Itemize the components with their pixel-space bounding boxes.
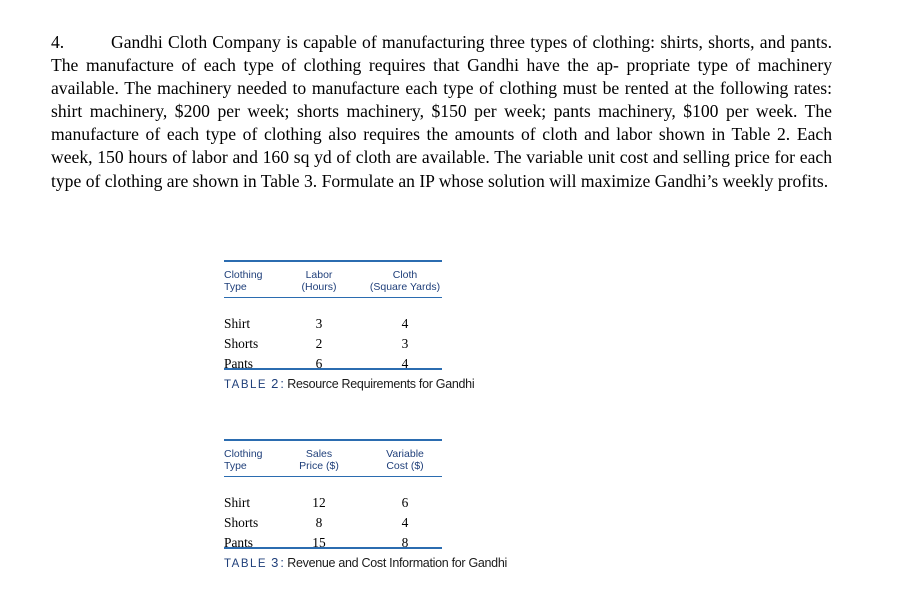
cell-cloth: 4 xyxy=(401,356,409,371)
cell-type: Shirt xyxy=(224,316,251,331)
caption-text: Revenue and Cost Information for Gandhi xyxy=(287,556,507,570)
header-rule xyxy=(224,476,442,477)
caption-text: Resource Requirements for Gandhi xyxy=(287,377,475,391)
caption-label: TABLE xyxy=(224,558,268,570)
cell-cost: 8 xyxy=(401,535,409,550)
cell-labor: 2 xyxy=(315,336,323,351)
problem-statement xyxy=(51,31,832,193)
cell-price: 15 xyxy=(312,535,326,550)
cell-type: Pants xyxy=(224,535,254,550)
cell-type: Shirt xyxy=(224,495,251,510)
column-header-sales-price: Sales Price ($) xyxy=(299,448,339,472)
column-header-clothing-type: Clothing Type xyxy=(224,269,263,293)
table-row xyxy=(224,314,442,334)
cell-type: Pants xyxy=(224,356,254,371)
problem-number: 4. xyxy=(51,32,65,52)
cell-price: 8 xyxy=(315,515,323,530)
table-caption: TABLE 3 : Revenue and Cost Information for Gandhi xyxy=(224,555,507,570)
table-row xyxy=(224,334,442,354)
table-body xyxy=(224,298,442,370)
table-resource-requirements xyxy=(224,260,475,391)
table-row xyxy=(224,493,442,513)
cell-cost: 6 xyxy=(401,495,409,510)
caption-label: TABLE xyxy=(224,379,268,391)
column-header-clothing-type: Clothing Type xyxy=(224,448,263,472)
table-header xyxy=(224,439,442,477)
cell-price: 12 xyxy=(312,495,326,510)
cell-type: Shorts xyxy=(224,336,259,351)
column-header-variable-cost: Variable Cost ($) xyxy=(386,448,424,472)
cell-labor: 3 xyxy=(315,316,323,331)
cell-type: Shorts xyxy=(224,515,259,530)
table-revenue-cost xyxy=(224,439,507,570)
cell-cloth: 3 xyxy=(401,336,409,351)
table-row xyxy=(224,533,442,553)
cell-cost: 4 xyxy=(401,515,409,530)
table-row xyxy=(224,513,442,533)
column-header-cloth: Cloth (Square Yards) xyxy=(369,269,441,293)
table-caption: TABLE 2 : Resource Requirements for Gandhi xyxy=(224,376,475,391)
table-header xyxy=(224,260,442,298)
column-header-labor: Labor (Hours) xyxy=(301,269,337,293)
header-rule xyxy=(224,297,442,298)
problem-text: Gandhi Cloth Company is capable of manufacturing three types of clothing: shirts, shorts, and pants. The manufacture of each type of clothing requires that Gandhi have the ap- propriate type of machinery available. The machinery needed to manufacture each type of clothing must be rented at the following rates: shirt machinery, $200 per week; shorts machinery, $150 per week; pants machinery, $100 per week. The manufacture of each type of clothing also requires the amounts of cloth and labor shown in Table 2. Each week, 150 hours of labor and 160 sq yd of cloth are available. The variable unit cost and selling price for each type of clothing are shown in Table 3. Formulate an IP whose solution will maximize Gandhi’s weekly profits. xyxy=(51,32,832,191)
cell-cloth: 4 xyxy=(401,316,409,331)
caption-number: 3 xyxy=(271,555,279,570)
table-body xyxy=(224,477,442,549)
cell-labor: 6 xyxy=(315,356,323,371)
caption-number: 2 xyxy=(271,376,279,391)
table-row xyxy=(224,354,442,374)
